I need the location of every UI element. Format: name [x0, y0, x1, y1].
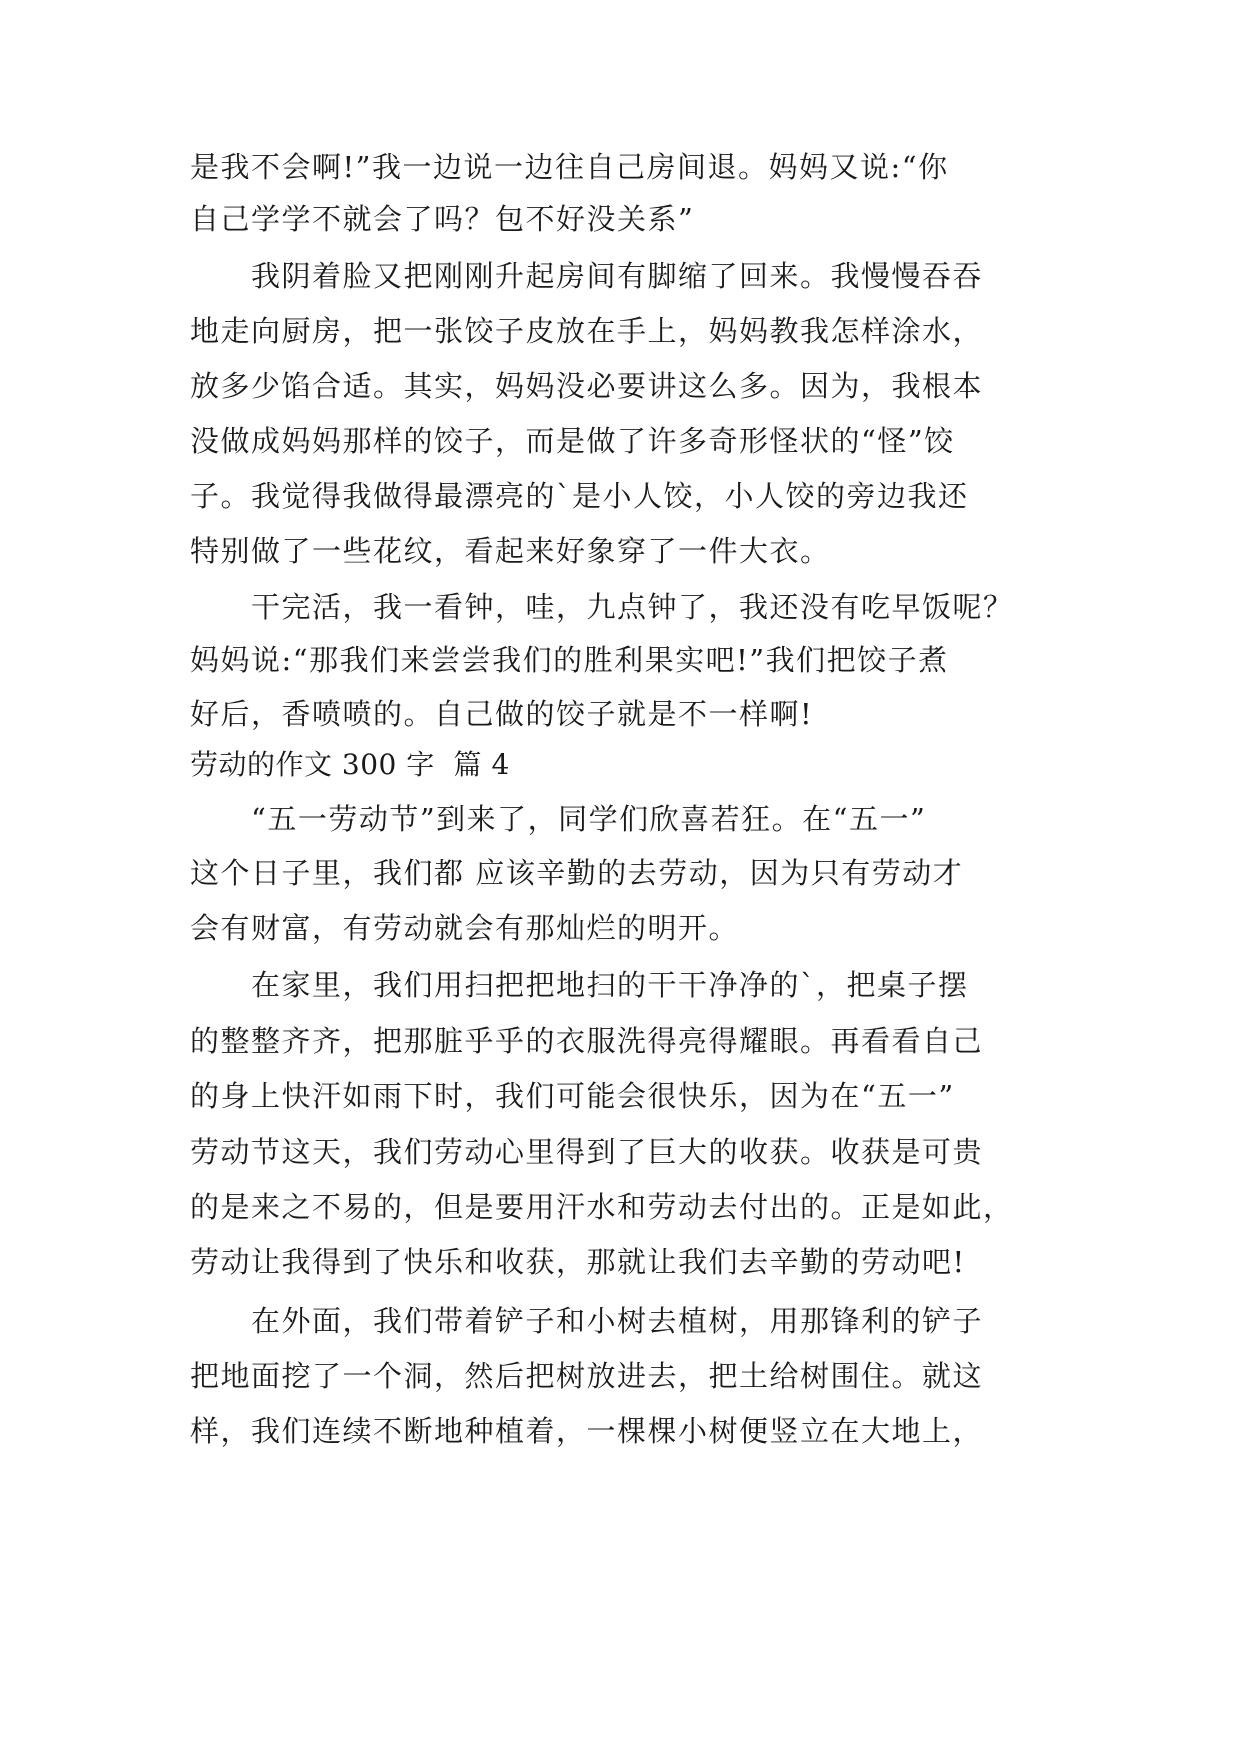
paragraph-line: 干完活，我一看钟，哇，九点钟了，我还没有吃早饭呢？ [190, 590, 1014, 624]
text-line: 的是来之不易的，但是要用汗水和劳动去付出的。正是如此， [190, 1190, 1014, 1224]
section-heading: 劳动的作文 300 字 篇 4 [190, 748, 510, 781]
text-line: 的身上快汗如雨下时，我们可能会很快乐，因为在“五一” [190, 1079, 955, 1113]
text-line: 特别做了一些花纹，看起来好象穿了一件大衣。 [190, 534, 831, 568]
text-line: 地走向厨房，把一张饺子皮放在手上，妈妈教我怎样涂水， [190, 314, 984, 348]
text-line: 自己学学不就会了吗？包不好没关系” [190, 202, 695, 236]
text-line: 妈妈说:“那我们来尝尝我们的胜利果实吧!”我们把饺子煮 [190, 643, 949, 677]
text-line: 没做成妈妈那样的饺子，而是做了许多奇形怪状的“怪”饺 [190, 424, 955, 458]
paragraph-line: “五一劳动节”到来了，同学们欣喜若狂。在“五一” [190, 802, 927, 836]
text-line: 是我不会啊!”我一边说一边往自己房间退。妈妈又说:“你 [190, 150, 949, 184]
text-line: 放多少馅合适。其实，妈妈没必要讲这么多。因为，我根本 [190, 369, 984, 403]
text-line: 劳动节这天，我们劳动心里得到了巨大的收获。收获是可贵 [190, 1135, 984, 1169]
text-line: 的整整齐齐，把那脏乎乎的衣服洗得亮得耀眼。再看看自己 [190, 1024, 984, 1058]
text-line: 子。我觉得我做得最漂亮的`是小人饺，小人饺的旁边我还 [190, 479, 969, 513]
text-line: 劳动让我得到了快乐和收获，那就让我们去辛勤的劳动吧! [190, 1245, 966, 1279]
text-line: 好后，香喷喷的。自己做的饺子就是不一样啊! [190, 697, 814, 731]
text-line: 样，我们连续不断地种植着，一棵棵小树便竖立在大地上， [190, 1414, 984, 1448]
text-line: 会有财富，有劳动就会有那灿烂的明开。 [190, 911, 740, 945]
text-line: 把地面挖了一个洞，然后把树放进去，把土给树围住。就这 [190, 1359, 984, 1393]
paragraph-line: 我阴着脸又把刚刚升起房间有脚缩了回来。我慢慢吞吞 [190, 259, 984, 293]
paragraph-line: 在外面，我们带着铲子和小树去植树，用那锋利的铲子 [190, 1304, 984, 1338]
paragraph-line: 在家里，我们用扫把把地扫的干干净净的`，把桌子摆 [190, 968, 969, 1002]
text-line: 这个日子里，我们都 应该辛勤的去劳动，因为只有劳动才 [190, 856, 964, 890]
